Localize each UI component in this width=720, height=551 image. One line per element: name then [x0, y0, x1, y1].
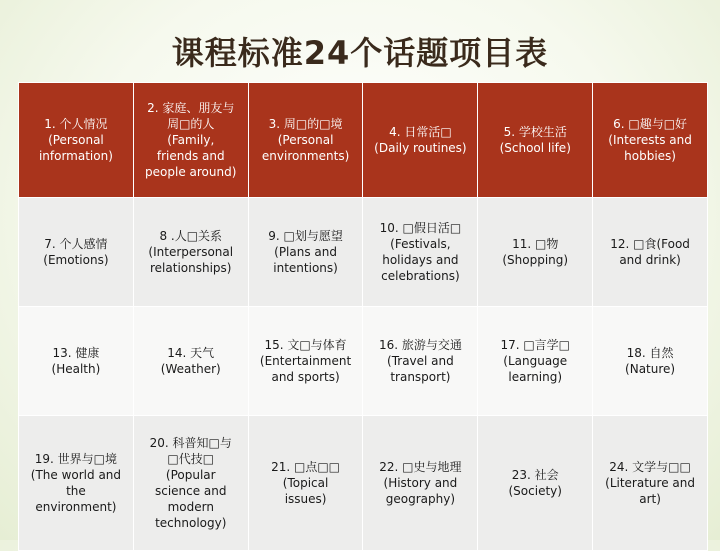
topic-cell: 24. 文学与□□ (Literature and art): [593, 416, 708, 551]
page-title: 课程标准24个话题项目表: [171, 34, 549, 72]
topic-cell: 19. 世界与□境 (The world and the environment): [19, 416, 134, 551]
topic-cell: 3. 周□的□境 (Personal environments): [248, 83, 363, 198]
table-row: [19, 416, 708, 551]
topic-cell: 6. □趣与□好 (Interests and hobbies): [593, 83, 708, 198]
topic-cell: 5. 学校生活 (School life): [478, 83, 593, 198]
topic-cell: 23. 社会 (Society): [478, 416, 593, 551]
topic-cell: 7. 个人感情 (Emotions): [19, 198, 134, 307]
topic-cell: 2. 家庭、朋友与 周□的人 (Family, friends and people around): [133, 83, 248, 198]
topic-cell: 21. □点□□ (Topical issues): [248, 416, 363, 551]
topic-cell: 4. 日常活□ (Daily routines): [363, 83, 478, 198]
topic-cell: 14. 天气 (Weather): [133, 307, 248, 416]
topic-cell: 15. 文□与体育 (Entertainment and sports): [248, 307, 363, 416]
topic-cell: 17. □言学□ (Language learning): [478, 307, 593, 416]
table-row: [19, 307, 708, 416]
topic-cell: 13. 健康 (Health): [19, 307, 134, 416]
topic-cell: 12. □食(Food and drink): [593, 198, 708, 307]
topic-cell: 16. 旅游与交通 (Travel and transport): [363, 307, 478, 416]
table-row: [19, 198, 708, 307]
topic-cell: 8 .人□关系 (Interpersonal relationships): [133, 198, 248, 307]
topic-cell: 9. □划与愿望 (Plans and intentions): [248, 198, 363, 307]
table-row: [19, 83, 708, 198]
topic-cell: 1. 个人情况 (Personal information): [19, 83, 134, 198]
topic-cell: 11. □物 (Shopping): [478, 198, 593, 307]
topic-cell: 22. □史与地理 (History and geography): [363, 416, 478, 551]
topics-table: [18, 82, 708, 551]
topic-cell: 10. □假日活□ (Festivals, holidays and celebrations): [363, 198, 478, 307]
topic-cell: 18. 自然 (Nature): [593, 307, 708, 416]
topic-cell: 20. 科普知□与 □代技□ (Popular science and modern technology): [133, 416, 248, 551]
